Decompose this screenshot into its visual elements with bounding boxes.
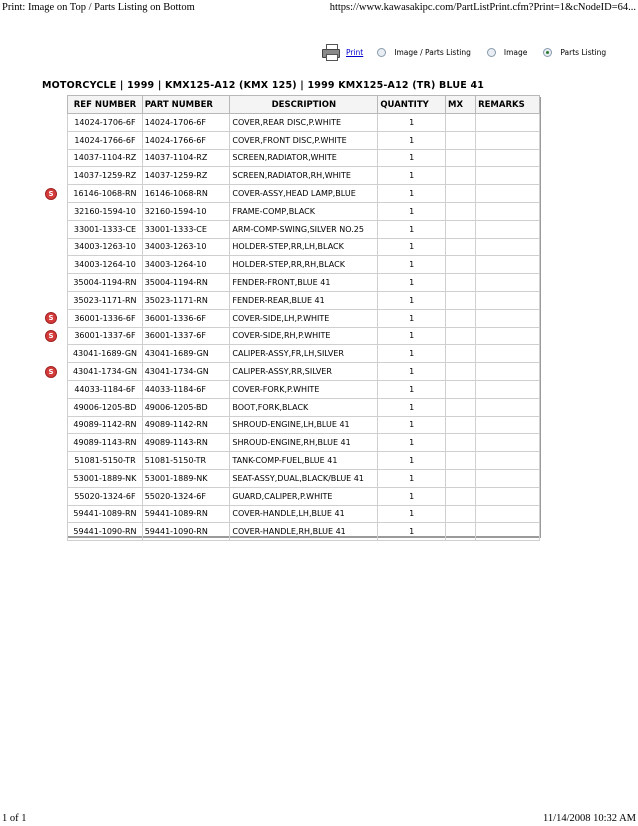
badge-cell xyxy=(42,523,68,541)
ref-number-cell: 14037-1259-RZ xyxy=(68,167,142,185)
part-number-cell: 14024-1706-6F xyxy=(142,114,230,132)
badge-cell xyxy=(42,416,68,434)
badge-cell xyxy=(42,185,68,203)
table-row xyxy=(42,380,540,398)
ref-number-cell: 59441-1090-RN xyxy=(68,523,142,541)
radio-parts-listing[interactable] xyxy=(543,48,552,57)
part-number-cell: 43041-1689-GN xyxy=(142,345,230,363)
description-cell: FENDER-REAR,BLUE 41 xyxy=(230,291,378,309)
quantity-cell: 1 xyxy=(378,167,446,185)
part-number-cell: 16146-1068-RN xyxy=(142,185,230,203)
quantity-cell: 1 xyxy=(378,291,446,309)
ref-number-cell: 51081-5150-TR xyxy=(68,452,142,470)
part-number-cell: 49089-1142-RN xyxy=(142,416,230,434)
description-cell: COVER-SIDE,LH,P.WHITE xyxy=(230,309,378,327)
ref-number-cell: 14024-1706-6F xyxy=(68,114,142,132)
table-row xyxy=(42,167,540,185)
supersession-badge-icon[interactable]: S xyxy=(45,366,57,378)
table-row xyxy=(42,505,540,523)
table-row xyxy=(42,327,540,345)
badge-cell xyxy=(42,327,68,345)
mx-cell xyxy=(446,416,476,434)
mx-cell xyxy=(446,309,476,327)
ref-number-cell: 49089-1142-RN xyxy=(68,416,142,434)
remarks-cell xyxy=(476,291,540,309)
badge-cell xyxy=(42,452,68,470)
table-row xyxy=(42,416,540,434)
radio-image[interactable] xyxy=(487,48,496,57)
remarks-cell xyxy=(476,131,540,149)
mx-cell xyxy=(446,452,476,470)
mx-cell xyxy=(446,202,476,220)
quantity-cell: 1 xyxy=(378,202,446,220)
option-label-image: Image xyxy=(503,47,528,57)
radio-image-parts-listing[interactable] xyxy=(377,48,386,57)
description-cell: TANK-COMP-FUEL,BLUE 41 xyxy=(230,452,378,470)
badge-cell xyxy=(42,309,68,327)
description-cell: BOOT,FORK,BLACK xyxy=(230,398,378,416)
remarks-cell xyxy=(476,487,540,505)
print-footer-page: 1 of 1 xyxy=(2,813,27,824)
quantity-cell: 1 xyxy=(378,274,446,292)
remarks-cell xyxy=(476,309,540,327)
part-number-cell: 36001-1337-6F xyxy=(142,327,230,345)
remarks-cell xyxy=(476,167,540,185)
mx-cell xyxy=(446,505,476,523)
description-cell: COVER-HANDLE,LH,BLUE 41 xyxy=(230,505,378,523)
badge-cell xyxy=(42,114,68,132)
remarks-cell xyxy=(476,505,540,523)
table-row xyxy=(42,274,540,292)
remarks-cell xyxy=(476,523,540,541)
description-cell: HOLDER-STEP,RR,LH,BLACK xyxy=(230,238,378,256)
quantity-cell: 1 xyxy=(378,416,446,434)
mx-cell xyxy=(446,114,476,132)
badge-cell xyxy=(42,487,68,505)
remarks-cell xyxy=(476,114,540,132)
mx-cell xyxy=(446,434,476,452)
remarks-cell xyxy=(476,345,540,363)
badge-cell xyxy=(42,202,68,220)
description-cell: FRAME-COMP,BLACK xyxy=(230,202,378,220)
table-row xyxy=(42,398,540,416)
description-cell: COVER,FRONT DISC,P.WHITE xyxy=(230,131,378,149)
ref-number-cell: 59441-1089-RN xyxy=(68,505,142,523)
table-row xyxy=(42,149,540,167)
quantity-cell: 1 xyxy=(378,309,446,327)
table-row xyxy=(42,363,540,381)
column-header-ref-number: REF NUMBER xyxy=(68,96,142,114)
quantity-cell: 1 xyxy=(378,487,446,505)
badge-cell xyxy=(42,220,68,238)
part-number-cell: 55020-1324-6F xyxy=(142,487,230,505)
quantity-cell: 1 xyxy=(378,523,446,541)
remarks-cell xyxy=(476,274,540,292)
quantity-cell: 1 xyxy=(378,256,446,274)
description-cell: SHROUD-ENGINE,RH,BLUE 41 xyxy=(230,434,378,452)
remarks-cell xyxy=(476,238,540,256)
part-number-cell: 36001-1336-6F xyxy=(142,309,230,327)
ref-number-cell: 35023-1171-RN xyxy=(68,291,142,309)
badge-cell xyxy=(42,380,68,398)
ref-number-cell: 35004-1194-RN xyxy=(68,274,142,292)
quantity-cell: 1 xyxy=(378,469,446,487)
mx-cell xyxy=(446,345,476,363)
description-cell: GUARD,CALIPER,P.WHITE xyxy=(230,487,378,505)
remarks-cell xyxy=(476,220,540,238)
badge-cell xyxy=(42,131,68,149)
quantity-cell: 1 xyxy=(378,131,446,149)
option-label-image-parts-listing: Image / Parts Listing xyxy=(394,47,471,57)
mx-cell xyxy=(446,327,476,345)
remarks-cell xyxy=(476,416,540,434)
mx-cell xyxy=(446,487,476,505)
badge-cell xyxy=(42,167,68,185)
remarks-cell xyxy=(476,149,540,167)
print-toolbar xyxy=(322,42,622,62)
table-header-row xyxy=(42,96,540,114)
badge-cell xyxy=(42,345,68,363)
quantity-cell: 1 xyxy=(378,380,446,398)
parts-table xyxy=(42,95,540,541)
column-header-mx: MX xyxy=(446,96,476,114)
remarks-cell xyxy=(476,469,540,487)
badge-cell xyxy=(42,291,68,309)
table-row xyxy=(42,256,540,274)
mx-cell xyxy=(446,469,476,487)
part-number-cell: 33001-1333-CE xyxy=(142,220,230,238)
part-number-cell: 35004-1194-RN xyxy=(142,274,230,292)
table-row xyxy=(42,131,540,149)
badge-cell xyxy=(42,505,68,523)
print-header-url: https://www.kawasakipc.com/PartListPrint.cfm?Print=1&cNodeID=64... xyxy=(329,2,636,13)
ref-number-cell: 16146-1068-RN xyxy=(68,185,142,203)
ref-number-cell: 49006-1205-BD xyxy=(68,398,142,416)
supersession-badge-icon[interactable]: S xyxy=(45,188,57,200)
part-number-cell: 49006-1205-BD xyxy=(142,398,230,416)
description-cell: CALIPER-ASSY,RR,SILVER xyxy=(230,363,378,381)
remarks-cell xyxy=(476,452,540,470)
table-row xyxy=(42,487,540,505)
ref-number-cell: 36001-1336-6F xyxy=(68,309,142,327)
quantity-cell: 1 xyxy=(378,185,446,203)
ref-number-cell: 43041-1734-GN xyxy=(68,363,142,381)
ref-number-cell: 36001-1337-6F xyxy=(68,327,142,345)
remarks-cell xyxy=(476,380,540,398)
remarks-cell xyxy=(476,185,540,203)
part-number-cell: 53001-1889-NK xyxy=(142,469,230,487)
badge-cell xyxy=(42,398,68,416)
part-number-cell: 49089-1143-RN xyxy=(142,434,230,452)
part-number-cell: 35023-1171-RN xyxy=(142,291,230,309)
ref-number-cell: 34003-1264-10 xyxy=(68,256,142,274)
mx-cell xyxy=(446,274,476,292)
remarks-cell xyxy=(476,256,540,274)
ref-number-cell: 49089-1143-RN xyxy=(68,434,142,452)
mx-cell xyxy=(446,363,476,381)
table-row xyxy=(42,291,540,309)
column-header-remarks: REMARKS xyxy=(476,96,540,114)
remarks-cell xyxy=(476,327,540,345)
description-cell: COVER,REAR DISC,P.WHITE xyxy=(230,114,378,132)
ref-number-cell: 44033-1184-6F xyxy=(68,380,142,398)
supersession-badge-icon[interactable]: S xyxy=(45,312,57,324)
column-header-part-number: PART NUMBER xyxy=(142,96,230,114)
description-cell: SCREEN,RADIATOR,WHITE xyxy=(230,149,378,167)
description-cell: FENDER-FRONT,BLUE 41 xyxy=(230,274,378,292)
part-number-cell: 34003-1263-10 xyxy=(142,238,230,256)
badge-cell xyxy=(42,256,68,274)
ref-number-cell: 14037-1104-RZ xyxy=(68,149,142,167)
table-row xyxy=(42,434,540,452)
badge-cell xyxy=(42,469,68,487)
description-cell: HOLDER-STEP,RR,RH,BLACK xyxy=(230,256,378,274)
description-cell: ARM-COMP-SWING,SILVER NO.25 xyxy=(230,220,378,238)
table-row xyxy=(42,238,540,256)
badge-cell xyxy=(42,434,68,452)
description-cell: COVER-ASSY,HEAD LAMP,BLUE xyxy=(230,185,378,203)
mx-cell xyxy=(446,149,476,167)
mx-cell xyxy=(446,167,476,185)
part-number-cell: 14024-1766-6F xyxy=(142,131,230,149)
quantity-cell: 1 xyxy=(378,327,446,345)
print-link[interactable]: Print xyxy=(346,47,364,57)
table-row xyxy=(42,452,540,470)
quantity-cell: 1 xyxy=(378,434,446,452)
table-row xyxy=(42,345,540,363)
part-number-cell: 59441-1089-RN xyxy=(142,505,230,523)
mx-cell xyxy=(446,131,476,149)
table-row xyxy=(42,469,540,487)
badge-cell xyxy=(42,149,68,167)
part-number-cell: 51081-5150-TR xyxy=(142,452,230,470)
quantity-cell: 1 xyxy=(378,238,446,256)
part-number-cell: 34003-1264-10 xyxy=(142,256,230,274)
quantity-cell: 1 xyxy=(378,114,446,132)
quantity-cell: 1 xyxy=(378,220,446,238)
description-cell: COVER-FORK,P.WHITE xyxy=(230,380,378,398)
table-row xyxy=(42,220,540,238)
quantity-cell: 1 xyxy=(378,345,446,363)
remarks-cell xyxy=(476,202,540,220)
table-row xyxy=(42,309,540,327)
mx-cell xyxy=(446,398,476,416)
parts-table-body xyxy=(42,114,540,541)
table-row xyxy=(42,523,540,541)
quantity-cell: 1 xyxy=(378,398,446,416)
mx-cell xyxy=(446,523,476,541)
ref-number-cell: 55020-1324-6F xyxy=(68,487,142,505)
column-header-quantity: QUANTITY xyxy=(378,96,446,114)
part-number-cell: 14037-1259-RZ xyxy=(142,167,230,185)
ref-number-cell: 53001-1889-NK xyxy=(68,469,142,487)
table-row xyxy=(42,185,540,203)
ref-number-cell: 32160-1594-10 xyxy=(68,202,142,220)
description-cell: CALIPER-ASSY,FR,LH,SILVER xyxy=(230,345,378,363)
mx-cell xyxy=(446,291,476,309)
badge-cell xyxy=(42,238,68,256)
print-header-title: Print: Image on Top / Parts Listing on Bottom xyxy=(2,2,195,13)
part-number-cell: 32160-1594-10 xyxy=(142,202,230,220)
description-cell: SEAT-ASSY,DUAL,BLACK/BLUE 41 xyxy=(230,469,378,487)
page-title: MOTORCYCLE | 1999 | KMX125-A12 (KMX 125) | 1999 KMX125-A12 (TR) BLUE 41 xyxy=(42,80,485,91)
description-cell: COVER-SIDE,RH,P.WHITE xyxy=(230,327,378,345)
badge-column-header xyxy=(42,96,68,114)
mx-cell xyxy=(446,185,476,203)
description-cell: SHROUD-ENGINE,LH,BLUE 41 xyxy=(230,416,378,434)
printer-icon[interactable] xyxy=(322,44,340,60)
badge-cell xyxy=(42,274,68,292)
description-cell: SCREEN,RADIATOR,RH,WHITE xyxy=(230,167,378,185)
remarks-cell xyxy=(476,398,540,416)
part-number-cell: 43041-1734-GN xyxy=(142,363,230,381)
quantity-cell: 1 xyxy=(378,363,446,381)
quantity-cell: 1 xyxy=(378,505,446,523)
mx-cell xyxy=(446,220,476,238)
table-row xyxy=(42,114,540,132)
option-label-parts-listing: Parts Listing xyxy=(560,47,607,57)
part-number-cell: 44033-1184-6F xyxy=(142,380,230,398)
part-number-cell: 59441-1090-RN xyxy=(142,523,230,541)
quantity-cell: 1 xyxy=(378,452,446,470)
ref-number-cell: 43041-1689-GN xyxy=(68,345,142,363)
remarks-cell xyxy=(476,434,540,452)
remarks-cell xyxy=(476,363,540,381)
print-footer-datetime: 11/14/2008 10:32 AM xyxy=(543,813,636,824)
column-header-description: DESCRIPTION xyxy=(230,96,378,114)
description-cell: COVER-HANDLE,RH,BLUE 41 xyxy=(230,523,378,541)
supersession-badge-icon[interactable]: S xyxy=(45,330,57,342)
ref-number-cell: 14024-1766-6F xyxy=(68,131,142,149)
badge-cell xyxy=(42,363,68,381)
ref-number-cell: 34003-1263-10 xyxy=(68,238,142,256)
mx-cell xyxy=(446,380,476,398)
mx-cell xyxy=(446,256,476,274)
quantity-cell: 1 xyxy=(378,149,446,167)
mx-cell xyxy=(446,238,476,256)
part-number-cell: 14037-1104-RZ xyxy=(142,149,230,167)
ref-number-cell: 33001-1333-CE xyxy=(68,220,142,238)
table-row xyxy=(42,202,540,220)
